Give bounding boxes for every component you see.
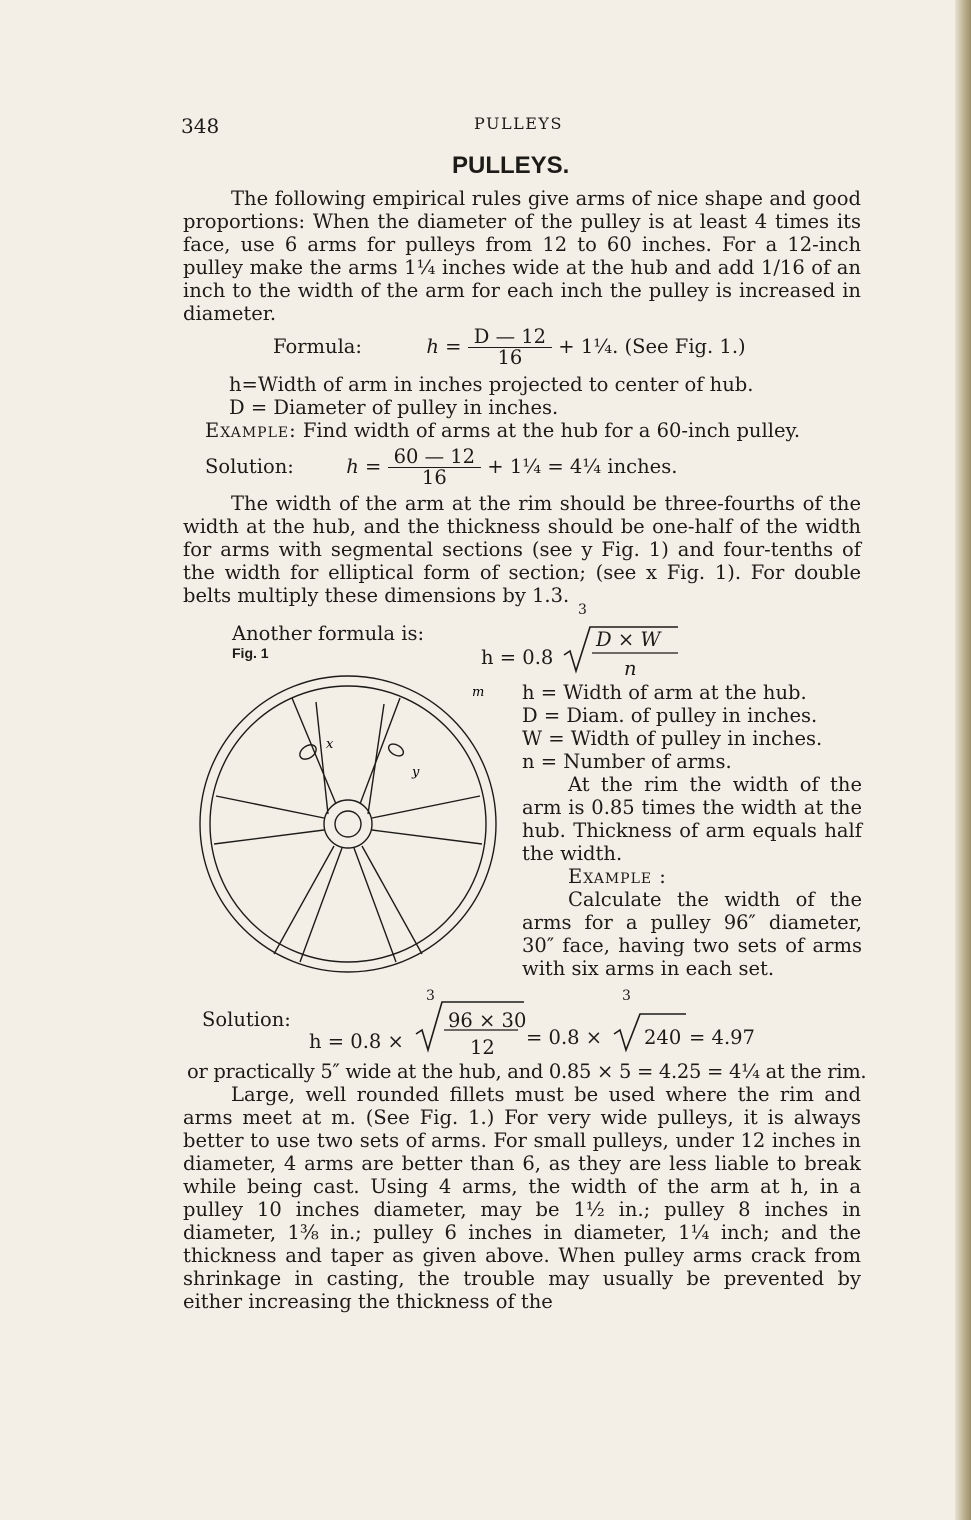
pulley-arms: [214, 698, 482, 962]
formula-1-label: Formula:: [273, 335, 363, 358]
para-2: [183, 492, 861, 607]
example-2-label: Example :: [568, 865, 667, 888]
practically-line: or practically 5″ wide at the hub, and 0.85 × 5 = 4.25 = 4¼ at the rim.: [187, 1060, 867, 1083]
para-3: [183, 1083, 861, 1313]
pulley-hub: [324, 800, 372, 848]
page-number: 348: [181, 114, 220, 138]
example-1-text: Find width of arms at the hub for a 60-inch pulley.: [302, 419, 801, 442]
solution-1-denominator: 16: [421, 466, 447, 489]
formula-2-numerator: D × W: [596, 628, 661, 651]
example-1: [205, 419, 800, 442]
solution-1-numerator: 60 — 12: [388, 447, 482, 468]
formula-2-denominator: n: [624, 657, 637, 680]
pulley-rim-outer: [200, 676, 496, 972]
definition-d: D = Diameter of pulley in inches.: [229, 396, 559, 419]
solution-1-lhs: h =: [346, 455, 382, 478]
formula-1-denominator: 16: [497, 346, 523, 369]
pulley-rim-inner: [210, 686, 486, 962]
definition-h: h=Width of arm in inches projected to center of hub.: [229, 373, 754, 396]
page-title: PULLEYS.: [452, 152, 570, 179]
definition-w: W = Width of pulley in inches.: [522, 727, 823, 750]
figure-mark-m: m: [472, 685, 485, 700]
definition-d-2: D = Diam. of pulley in inches.: [522, 704, 818, 727]
arm-section-x: [297, 742, 319, 762]
pulley-bore: [335, 811, 361, 837]
solution-1-label: Solution:: [205, 455, 294, 478]
intro-paragraph: [183, 187, 861, 325]
formula-2-lhs: h = 0.8: [481, 646, 554, 669]
rim-text: At the rim the width of the arm is 0.85 times the width at the hub. Thickness of arm equals half the width.: [522, 773, 862, 865]
formula-1-lhs: h =: [426, 335, 462, 358]
definition-h-2: h = Width of arm at the hub.: [522, 681, 807, 704]
solution-1-rest: + 1¼ = 4¼ inches.: [487, 455, 678, 478]
solution-2-radicand-2: 240: [644, 1026, 682, 1049]
figure-mark-x: x: [326, 737, 334, 752]
solution-2-mid: = 0.8 ×: [526, 1026, 603, 1049]
page-edge: [955, 0, 971, 1520]
solution-1: [205, 447, 677, 488]
formula-1-numerator: D — 12: [468, 327, 552, 348]
para-2-text: The width of the arm at the rim should be three-fourths of the width at the hub, and the thickness should be one-half of the width for arms with segmental sections (see y Fig. 1) and four-tenths of the width for elliptical form of section; (see x Fig. 1). For double belts multiply these dimensions by 1.3.: [183, 492, 861, 607]
definition-n: n = Number of arms.: [522, 750, 732, 773]
formula-1-rest: + 1¼. (See Fig. 1.): [558, 335, 746, 358]
pulley-figure: [188, 668, 510, 990]
solution-2-root-index: 3: [426, 988, 435, 1004]
formula-2-root-index: 3: [578, 602, 587, 618]
example-1-label: Example:: [205, 419, 297, 442]
running-head: PULLEYS: [474, 114, 563, 133]
intro-text: The following empirical rules give arms of nice shape and good proportions: When the diameter of the pulley is at least 4 times its face, use 6 arms for pulleys from 12 to 60 inches. For a 12-inch pulley make the arms 1¼ inches wide at the hub and add 1/16 of an inch to the width of the arm for each inch the pulley is increased in diameter.: [183, 187, 861, 325]
solution-2-denominator: 12: [470, 1036, 495, 1059]
formula-2-label: Another formula is:: [232, 622, 425, 645]
solution-2-result: = 4.97: [689, 1026, 755, 1049]
figure-mark-y: y: [412, 765, 420, 780]
figure-label: Fig. 1: [232, 645, 269, 661]
formula-1: [273, 327, 746, 368]
right-column: [522, 681, 862, 980]
solution-1-fraction: [388, 447, 482, 488]
solution-2-root-index-2: 3: [622, 988, 631, 1004]
example-2-text: Calculate the width of the arms for a pulley 96″ diameter, 30″ face, having two sets of arms with six arms in each set.: [522, 888, 862, 980]
formula-1-fraction: [468, 327, 552, 368]
solution-2-lhs: h = 0.8 ×: [309, 1030, 404, 1053]
solution-2-label: Solution:: [202, 1008, 291, 1031]
solution-2-numerator: 96 × 30: [448, 1009, 527, 1032]
arm-section-y: [387, 742, 406, 759]
para-3-text: Large, well rounded fillets must be used where the rim and arms meet at m. (See Fig. 1.) For very wide pulleys, it is always better to use two sets of arms. For small pulleys, under 12 inches in diameter, 4 arms are better than 6, as they are less liable to break while being cast. Using 4 arms, the width of the arm at h, in a pulley 10 inches diameter, may be 1½ in.; pulley 8 inches in diameter, 1⅜ in.; pulley 6 inches in diameter, 1¼ inch; and the thickness and taper as given above. When pulley arms crack from shrinkage in casting, the trouble may usually be prevented by either increasing the thickness of the: [183, 1083, 861, 1313]
